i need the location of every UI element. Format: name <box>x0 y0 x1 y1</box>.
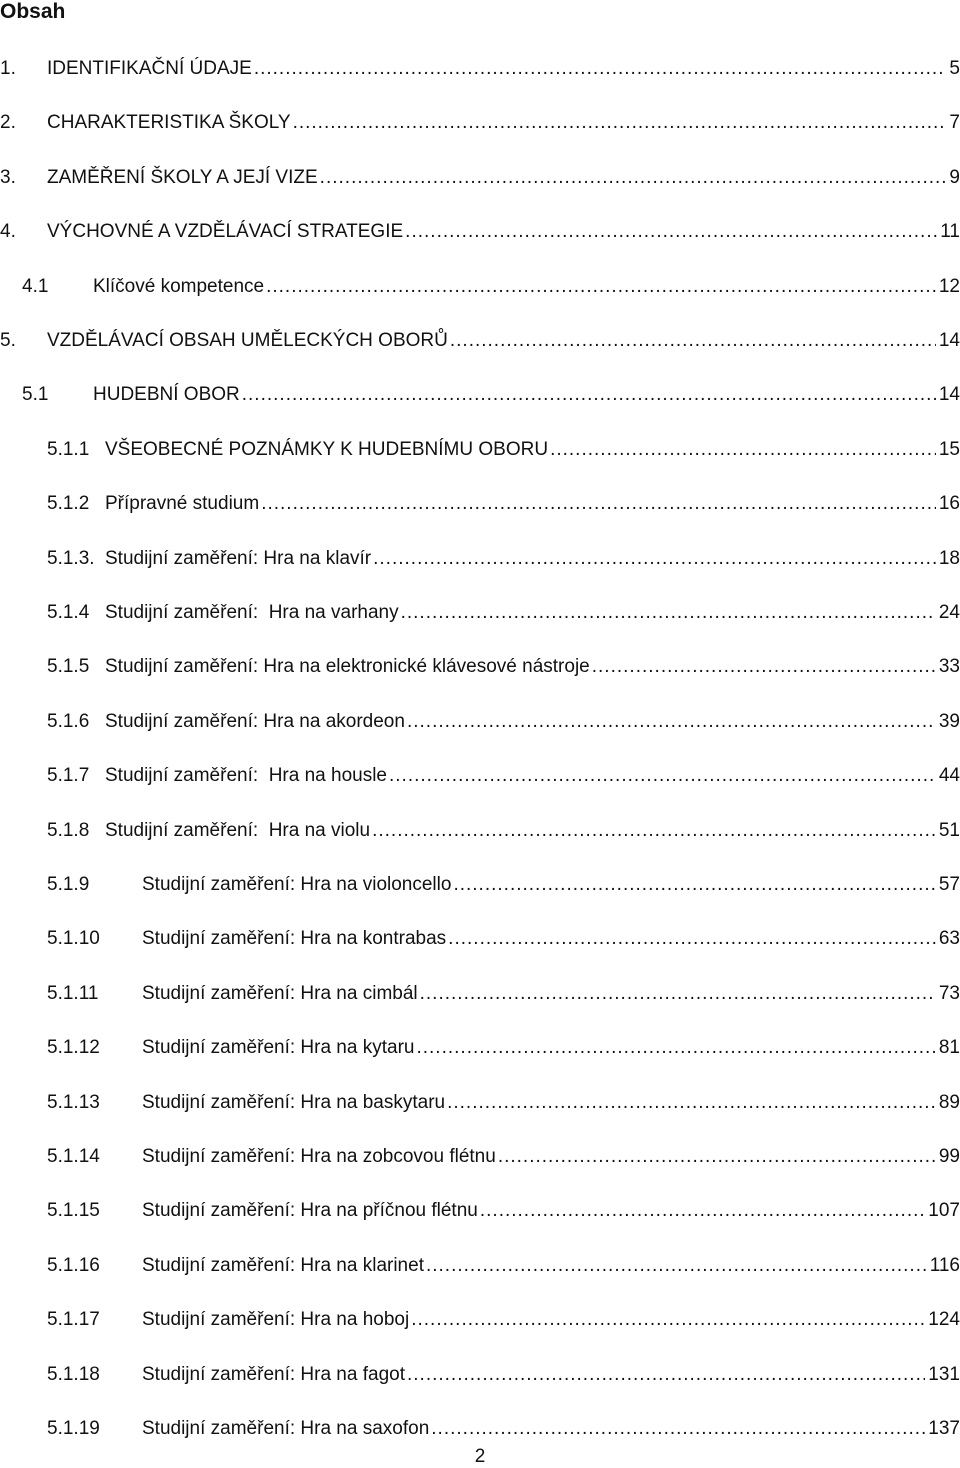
toc-entry-title[interactable]: Studijní zaměření: Hra na kontrabas <box>142 928 447 949</box>
toc-entry-page[interactable]: 137 <box>928 1418 960 1439</box>
toc-dot-leader <box>320 165 947 191</box>
toc-entry[interactable] <box>22 382 960 408</box>
toc-entry-number: 5.1 <box>22 384 49 405</box>
toc-entry-page[interactable]: 51 <box>938 820 960 841</box>
toc-entry-title[interactable]: Studijní zaměření: Hra na cimbál <box>142 983 418 1004</box>
toc-entry-page[interactable]: 99 <box>938 1146 960 1167</box>
toc-entry-title[interactable]: VŠEOBECNÉ POZNÁMKY K HUDEBNÍMU OBORU <box>105 439 549 460</box>
toc-entry-title[interactable]: Studijní zaměření: Hra na zobcovou flétnu <box>142 1146 496 1167</box>
toc-entry-title[interactable]: Studijní zaměření: Hra na varhany <box>105 602 399 623</box>
toc-entry-page[interactable]: 12 <box>938 276 960 297</box>
toc-entry-page[interactable]: 73 <box>938 983 960 1004</box>
toc-entry-number: 5.1.17 <box>47 1309 100 1330</box>
toc-entry-page[interactable]: 89 <box>938 1092 960 1113</box>
toc-entry-page[interactable]: 81 <box>938 1037 960 1058</box>
toc-dot-leader <box>293 110 947 136</box>
toc-entry[interactable] <box>47 1035 960 1061</box>
toc-dot-leader <box>254 56 947 82</box>
toc-entry-number: 5.1.13 <box>47 1092 100 1113</box>
toc-dot-leader <box>416 1035 935 1061</box>
toc-entry-page[interactable]: 14 <box>938 384 960 405</box>
toc-entry-number: 5.1.15 <box>47 1200 100 1221</box>
toc-dot-leader <box>266 274 936 300</box>
toc-entry[interactable] <box>0 56 960 82</box>
toc-entry-number: 1. <box>0 58 16 79</box>
toc-dot-leader <box>498 1144 936 1170</box>
toc-entry[interactable] <box>0 165 960 191</box>
toc-entry-number: 5.1.4 <box>47 602 90 623</box>
footer-page-number: 2 <box>474 1446 486 1467</box>
toc-entry-page[interactable]: 15 <box>938 439 960 460</box>
toc-entry-number: 5.1.1 <box>47 439 90 460</box>
toc-entry-title[interactable]: Studijní zaměření: Hra na klavír <box>105 548 372 569</box>
toc-entry-title[interactable]: VZDĚLÁVACÍ OBSAH UMĚLECKÝCH OBORŮ <box>47 330 448 351</box>
toc-entry-title[interactable]: Studijní zaměření: Hra na violoncello <box>142 874 452 895</box>
toc-entry-number: 5.1.12 <box>47 1037 100 1058</box>
page-title: Obsah <box>0 0 66 23</box>
toc-dot-leader <box>401 600 936 626</box>
toc-dot-leader <box>480 1198 925 1224</box>
toc-dot-leader <box>448 926 936 952</box>
toc-dot-leader <box>389 763 936 789</box>
toc-entry[interactable] <box>47 491 960 517</box>
toc-entry[interactable] <box>47 1090 960 1116</box>
toc-dot-leader <box>407 709 936 735</box>
toc-entry-number: 5.1.3. <box>47 548 95 569</box>
toc-entry-page[interactable]: 33 <box>938 656 960 677</box>
toc-entry-number: 5.1.6 <box>47 711 90 732</box>
toc-entry-title[interactable]: Studijní zaměření: Hra na elektronické klávesové nástroje <box>105 656 590 677</box>
toc-entry-number: 5.1.10 <box>47 928 100 949</box>
toc-entry[interactable] <box>47 818 960 844</box>
toc-entry-title[interactable]: Přípravné studium <box>105 493 260 514</box>
toc-entry[interactable] <box>0 110 960 136</box>
toc-entry-page[interactable]: 11 <box>940 221 960 242</box>
toc-entry-title[interactable]: Studijní zaměření: Hra na baskytaru <box>142 1092 446 1113</box>
toc-entry[interactable] <box>47 437 960 463</box>
toc-dot-leader <box>450 328 936 354</box>
toc-entry-page[interactable]: 107 <box>928 1200 960 1221</box>
toc-entry-number: 5.1.16 <box>47 1255 100 1276</box>
toc-entry-number: 5.1.14 <box>47 1146 100 1167</box>
toc-entry-page[interactable]: 16 <box>938 493 960 514</box>
toc-entry-number: 5.1.2 <box>47 493 90 514</box>
toc-entry-number: 3. <box>0 167 16 188</box>
toc-entry[interactable] <box>0 219 960 245</box>
toc-entry-page[interactable]: 7 <box>949 112 960 133</box>
toc-entry-number: 5.1.7 <box>47 765 90 786</box>
toc-dot-leader <box>373 546 936 572</box>
toc-dot-leader <box>372 818 936 844</box>
toc-entry-number: 5.1.19 <box>47 1418 100 1439</box>
toc-dot-leader <box>420 981 936 1007</box>
toc-entry-page[interactable]: 124 <box>928 1309 960 1330</box>
toc-entry-number: 5.1.18 <box>47 1364 100 1385</box>
toc-entry-page[interactable]: 57 <box>938 874 960 895</box>
toc-entry[interactable] <box>22 274 960 300</box>
toc-dot-leader <box>426 1253 927 1279</box>
toc-entry[interactable] <box>47 1144 960 1170</box>
toc-entry-number: 5. <box>0 330 16 351</box>
toc-entry-number: 4.1 <box>22 276 49 297</box>
toc-entry-page[interactable]: 5 <box>949 58 960 79</box>
toc-entry-number: 4. <box>0 221 16 242</box>
toc-entry[interactable] <box>47 1307 960 1333</box>
toc-entry-page[interactable]: 63 <box>938 928 960 949</box>
toc-entry-page[interactable]: 24 <box>938 602 960 623</box>
toc-entry[interactable] <box>47 600 960 626</box>
toc-dot-leader <box>411 1307 925 1333</box>
toc-entry-page[interactable]: 9 <box>949 167 960 188</box>
toc-entry-number: 5.1.8 <box>47 820 90 841</box>
toc-entry[interactable] <box>47 872 960 898</box>
toc-entry[interactable] <box>0 328 960 354</box>
toc-entry-title[interactable]: Studijní zaměření: Hra na fagot <box>142 1364 405 1385</box>
toc-dot-leader <box>550 437 936 463</box>
toc-entry-title[interactable]: ZAMĚŘENÍ ŠKOLY A JEJÍ VIZE <box>47 167 318 188</box>
toc-entry[interactable] <box>47 981 960 1007</box>
toc-entry[interactable] <box>47 926 960 952</box>
toc-entry-title[interactable]: Klíčové kompetence <box>93 276 265 297</box>
toc-dot-leader <box>242 382 936 408</box>
toc-entry[interactable] <box>47 1362 960 1388</box>
toc-entry-title[interactable]: Studijní zaměření: Hra na housle <box>105 765 387 786</box>
toc-entry-title[interactable]: Studijní zaměření: Hra na klarinet <box>142 1255 424 1276</box>
toc-entry-page[interactable]: 131 <box>928 1364 960 1385</box>
toc-dot-leader <box>431 1416 925 1442</box>
toc-entry-number: 5.1.5 <box>47 656 90 677</box>
toc-dot-leader <box>453 872 935 898</box>
toc-entry-page[interactable]: 44 <box>938 765 960 786</box>
toc-entry-page[interactable]: 116 <box>929 1255 960 1276</box>
toc-entry-page[interactable]: 14 <box>938 330 960 351</box>
toc-entry[interactable] <box>47 763 960 789</box>
toc-entry[interactable] <box>47 1253 960 1279</box>
toc-entry[interactable] <box>47 1198 960 1224</box>
toc-entry[interactable] <box>47 546 960 572</box>
toc-dot-leader <box>405 219 937 245</box>
toc-entry-title[interactable]: Studijní zaměření: Hra na akordeon <box>105 711 405 732</box>
toc-entry-title[interactable]: Studijní zaměření: Hra na violu <box>105 820 371 841</box>
toc-entry-page[interactable]: 18 <box>938 548 960 569</box>
toc-dot-leader <box>447 1090 936 1116</box>
toc-dot-leader <box>407 1362 925 1388</box>
toc-entry-number: 5.1.9 <box>47 874 90 895</box>
toc-entry-page[interactable]: 39 <box>938 711 960 732</box>
toc-entry-title[interactable]: Studijní zaměření: Hra na příčnou flétnu <box>142 1200 478 1221</box>
toc-entry-title[interactable]: Studijní zaměření: Hra na saxofon <box>142 1418 430 1439</box>
toc-entry-title[interactable]: VÝCHOVNÉ A VZDĚLÁVACÍ STRATEGIE <box>47 221 404 242</box>
toc-dot-leader <box>592 654 936 680</box>
toc-entry-title[interactable]: IDENTIFIKAČNÍ ÚDAJE <box>47 58 252 79</box>
toc-entry-number: 2. <box>0 112 16 133</box>
toc-entry[interactable] <box>47 1416 960 1442</box>
toc-dot-leader <box>261 491 936 517</box>
toc-entry-title[interactable]: HUDEBNÍ OBOR <box>93 384 240 405</box>
toc-entry[interactable] <box>47 654 960 680</box>
toc-entry-title[interactable]: Studijní zaměření: Hra na hoboj <box>142 1309 410 1330</box>
toc-entry[interactable] <box>47 709 960 735</box>
toc-entry-title[interactable]: Studijní zaměření: Hra na kytaru <box>142 1037 415 1058</box>
toc-entry-number: 5.1.11 <box>47 983 99 1004</box>
toc-entry-title[interactable]: CHARAKTERISTIKA ŠKOLY <box>47 112 291 133</box>
